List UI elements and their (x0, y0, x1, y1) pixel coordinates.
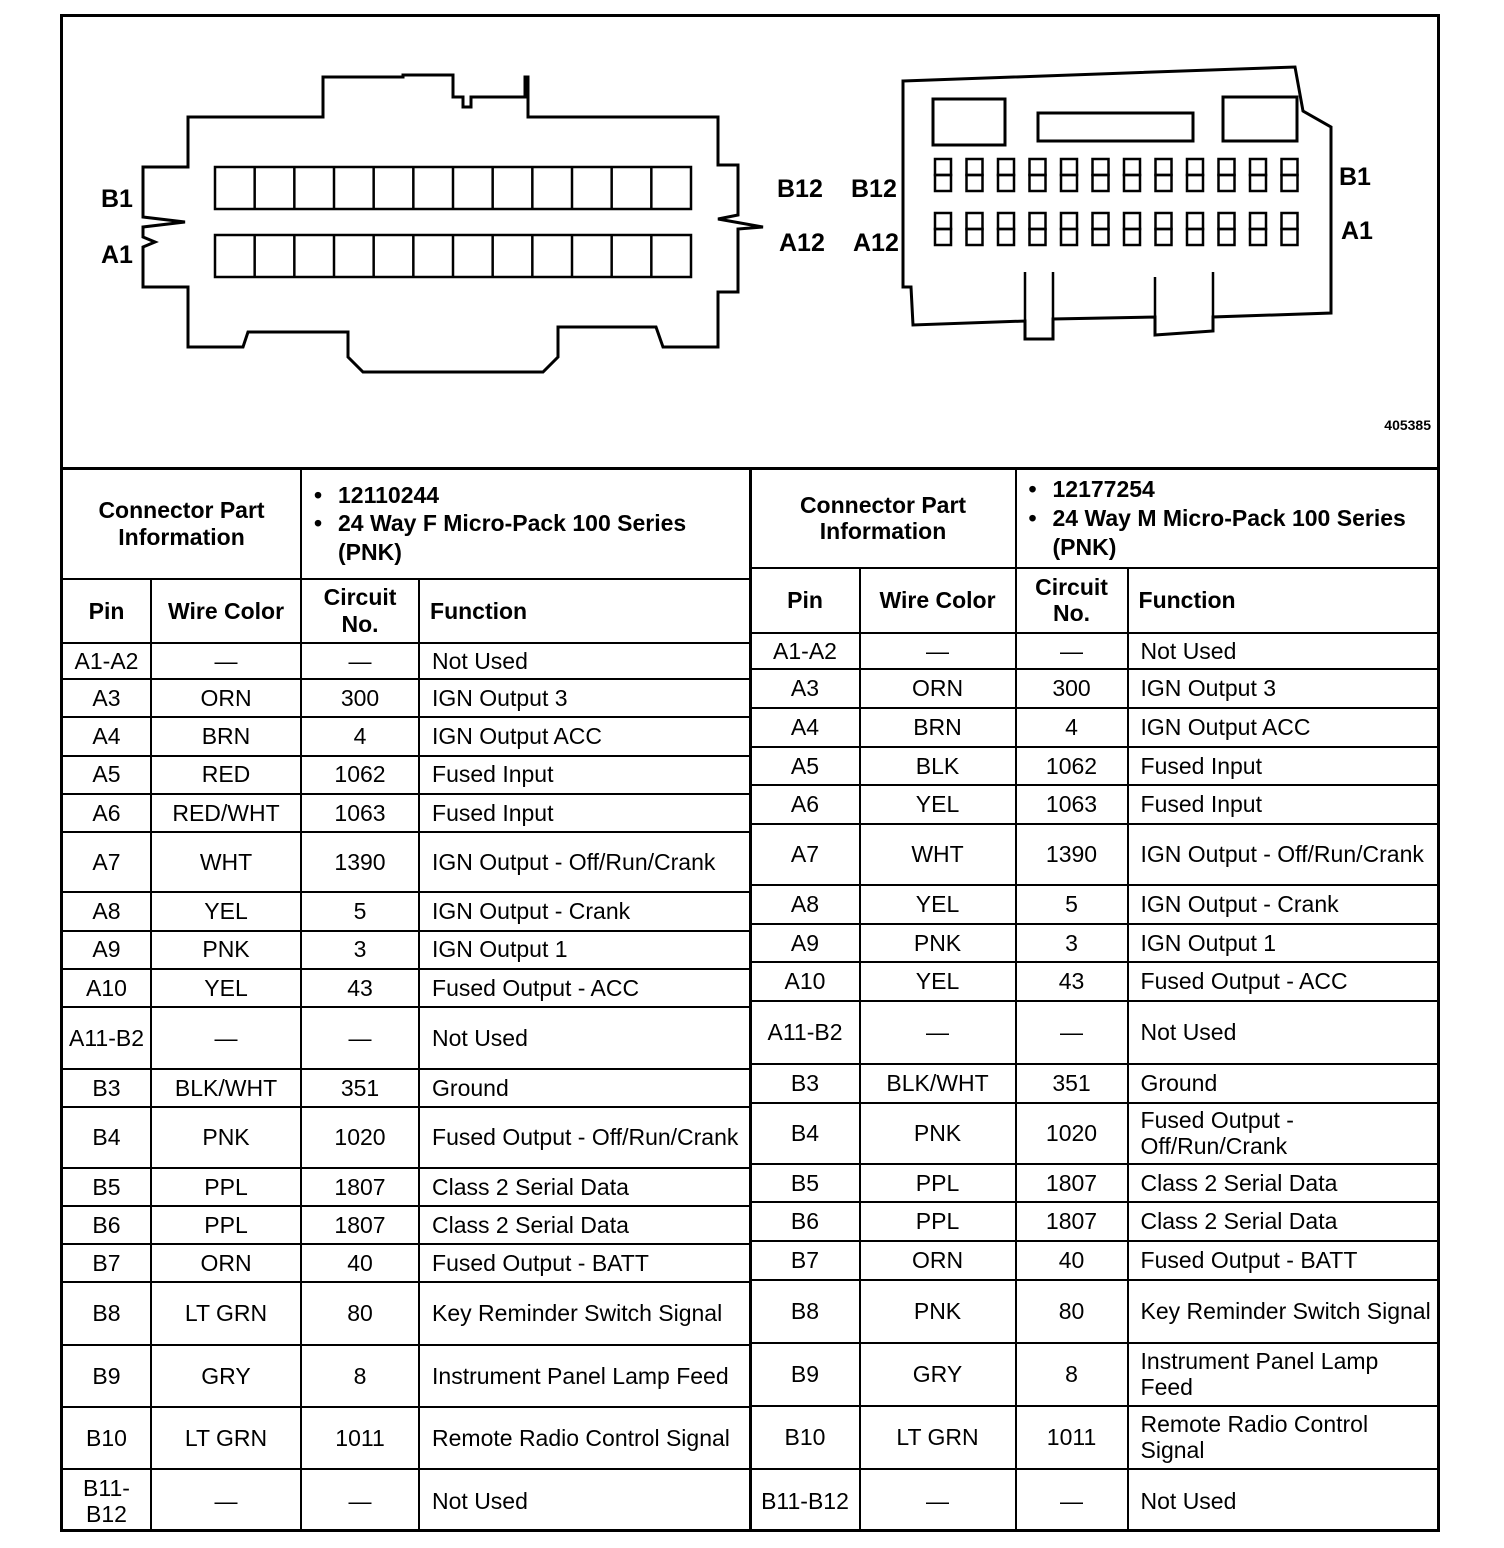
part-info (301, 470, 748, 579)
wire-color-cell: BLK/WHT (860, 1064, 1016, 1103)
male-pin-bottom (1030, 213, 1046, 245)
circuit-cell: 300 (1016, 669, 1128, 708)
header-wire-color: Wire Color (860, 568, 1016, 633)
circuit-cell: 80 (301, 1282, 419, 1344)
wire-color-cell: PNK (151, 931, 301, 969)
wire-color-cell: ORN (151, 1244, 301, 1282)
table-row (752, 747, 1438, 786)
pin-cell: A3 (63, 679, 151, 717)
table-row (752, 1469, 1438, 1532)
connector-sheet (60, 14, 1440, 1532)
pin-cell: A7 (752, 824, 860, 885)
header-function: Function (1128, 568, 1437, 633)
pin-cell: A10 (63, 969, 151, 1007)
pin-cell: B3 (752, 1064, 860, 1103)
circuit-cell: 1807 (1016, 1202, 1128, 1241)
wire-color-cell: LT GRN (151, 1407, 301, 1469)
male-pin-top (1093, 159, 1109, 191)
female-pin-label-b1: B1 (101, 185, 133, 213)
circuit-cell: 40 (301, 1244, 419, 1282)
function-cell: Fused Output - Off/Run/Crank (1128, 1103, 1437, 1164)
circuit-cell: — (301, 1469, 419, 1532)
circuit-cell: 43 (1016, 962, 1128, 1001)
function-cell: Ground (1128, 1064, 1437, 1103)
table-row (752, 633, 1438, 670)
circuit-cell: 1807 (301, 1206, 419, 1244)
male-pin-label-b12: B12 (851, 175, 897, 203)
wire-color-cell: BLK (860, 747, 1016, 786)
male-pin-top (935, 159, 951, 191)
table-row (63, 679, 749, 717)
female-connector-outline (143, 75, 763, 372)
circuit-cell: 1063 (1016, 785, 1128, 824)
part-description: • 24 Way F Micro-Pack 100 Series (PNK) (338, 509, 744, 567)
function-cell: IGN Output 1 (419, 931, 748, 969)
pinout-tables (63, 467, 1437, 1532)
function-cell: Fused Input (1128, 747, 1437, 786)
female-connector-table (63, 470, 749, 1532)
male-pin-bottom (1156, 213, 1172, 245)
function-cell: IGN Output - Off/Run/Crank (1128, 824, 1437, 885)
table-row (63, 931, 749, 969)
figure-id: 405385 (1384, 417, 1431, 433)
table-row (63, 717, 749, 755)
function-cell: Fused Input (419, 756, 748, 794)
female-pin-label-b12: B12 (777, 175, 823, 203)
table-row (63, 892, 749, 930)
male-pin-bottom (1061, 213, 1077, 245)
male-top-slot-left (933, 99, 1005, 145)
pin-cell: B8 (752, 1280, 860, 1343)
table-row (63, 832, 749, 892)
circuit-cell: 1020 (1016, 1103, 1128, 1164)
pin-cell: B10 (752, 1406, 860, 1469)
circuit-cell: 1807 (301, 1168, 419, 1206)
circuit-cell: 1062 (1016, 747, 1128, 786)
table-row (63, 794, 749, 832)
wire-color-cell: PNK (151, 1107, 301, 1167)
function-cell: Not Used (1128, 1001, 1437, 1064)
table-row (752, 824, 1438, 885)
male-pin-bottom (1124, 213, 1140, 245)
function-cell: Instrument Panel Lamp Feed (419, 1345, 748, 1407)
table-row (63, 1469, 749, 1532)
male-pin-array (935, 159, 1298, 245)
wire-color-cell: GRY (151, 1345, 301, 1407)
wire-color-cell: YEL (151, 892, 301, 930)
circuit-cell: 80 (1016, 1280, 1128, 1343)
part-number: • 12177254 (1053, 475, 1433, 504)
function-cell: Class 2 Serial Data (419, 1206, 748, 1244)
function-cell: Key Reminder Switch Signal (419, 1282, 748, 1344)
pin-cell: A8 (752, 885, 860, 924)
male-pin-bottom (1282, 213, 1298, 245)
function-cell: IGN Output ACC (419, 717, 748, 755)
function-cell: Not Used (1128, 1469, 1437, 1532)
wire-color-cell: RED (151, 756, 301, 794)
male-pin-label-a12: A12 (853, 229, 899, 257)
table-row (63, 756, 749, 794)
circuit-cell: 1390 (301, 832, 419, 892)
function-cell: Key Reminder Switch Signal (1128, 1280, 1437, 1343)
pin-cell: A9 (63, 931, 151, 969)
pin-cell: B10 (63, 1407, 151, 1469)
pin-cell: A1-A2 (63, 643, 151, 679)
wire-color-cell: LT GRN (151, 1282, 301, 1344)
pin-cell: B9 (752, 1343, 860, 1406)
male-pin-top (1124, 159, 1140, 191)
table-row (752, 669, 1438, 708)
table-row (63, 1206, 749, 1244)
pin-cell: A5 (752, 747, 860, 786)
function-cell: IGN Output - Crank (419, 892, 748, 930)
table-row (752, 1064, 1438, 1103)
male-pin-label-a1: A1 (1341, 217, 1373, 245)
table-row (752, 1406, 1438, 1469)
circuit-cell: 5 (1016, 885, 1128, 924)
pin-cell: B3 (63, 1069, 151, 1107)
male-pin-top (1061, 159, 1077, 191)
function-cell: Fused Output - Off/Run/Crank (419, 1107, 748, 1167)
circuit-cell: — (301, 1007, 419, 1069)
header-function: Function (419, 579, 748, 643)
header-circuit: Circuit No. (301, 579, 419, 643)
function-cell: Not Used (1128, 633, 1437, 670)
part-info-label: Connector Part Information (752, 470, 1016, 568)
wire-color-cell: PNK (860, 924, 1016, 963)
circuit-cell: 1062 (301, 756, 419, 794)
function-cell: Class 2 Serial Data (1128, 1202, 1437, 1241)
header-circuit: Circuit No. (1016, 568, 1128, 633)
pin-cell: A11-B2 (63, 1007, 151, 1069)
table-row (63, 1345, 749, 1407)
wire-color-cell: YEL (860, 885, 1016, 924)
pin-cell: B6 (63, 1206, 151, 1244)
pin-cell: A5 (63, 756, 151, 794)
connector-diagram (63, 17, 1437, 469)
wire-color-cell: — (151, 1469, 301, 1532)
circuit-cell: 40 (1016, 1241, 1128, 1280)
male-pin-label-b1: B1 (1339, 163, 1371, 191)
function-cell: Fused Output - ACC (419, 969, 748, 1007)
function-cell: IGN Output 1 (1128, 924, 1437, 963)
circuit-cell: 1011 (1016, 1406, 1128, 1469)
wire-color-cell: WHT (860, 824, 1016, 885)
pin-cell: B4 (63, 1107, 151, 1167)
pin-cell: A10 (752, 962, 860, 1001)
pin-cell: A7 (63, 832, 151, 892)
function-cell: Not Used (419, 1007, 748, 1069)
pin-cell: B7 (63, 1244, 151, 1282)
table-row (752, 1001, 1438, 1064)
wire-color-cell: ORN (151, 679, 301, 717)
circuit-cell: — (301, 643, 419, 679)
male-pin-top (1219, 159, 1235, 191)
male-pin-top (967, 159, 983, 191)
circuit-cell: 43 (301, 969, 419, 1007)
male-pin-top (1156, 159, 1172, 191)
pin-cell: B5 (63, 1168, 151, 1206)
pin-cell: B6 (752, 1202, 860, 1241)
table-row (752, 785, 1438, 824)
pin-cell: A9 (752, 924, 860, 963)
wire-color-cell: YEL (860, 785, 1016, 824)
female-pin-label-a1: A1 (101, 241, 133, 269)
function-cell: Instrument Panel Lamp Feed (1128, 1343, 1437, 1406)
circuit-cell: 3 (301, 931, 419, 969)
circuit-cell: 1807 (1016, 1164, 1128, 1203)
function-cell: Fused Output - BATT (1128, 1241, 1437, 1280)
pin-cell: B7 (752, 1241, 860, 1280)
function-cell: IGN Output ACC (1128, 708, 1437, 747)
function-cell: IGN Output 3 (419, 679, 748, 717)
circuit-cell: — (1016, 1001, 1128, 1064)
table-row (752, 885, 1438, 924)
wire-color-cell: LT GRN (860, 1406, 1016, 1469)
pin-cell: A11-B2 (752, 1001, 860, 1064)
wire-color-cell: YEL (151, 969, 301, 1007)
table-row (752, 1280, 1438, 1343)
male-pin-top (1030, 159, 1046, 191)
part-info (1016, 470, 1437, 568)
circuit-cell: 1390 (1016, 824, 1128, 885)
function-cell: Ground (419, 1069, 748, 1107)
circuit-cell: 3 (1016, 924, 1128, 963)
male-pin-bottom (1219, 213, 1235, 245)
male-pin-top (1282, 159, 1298, 191)
pin-cell: B11-B12 (63, 1469, 151, 1532)
table-row (63, 1282, 749, 1344)
table-row (752, 1202, 1438, 1241)
circuit-cell: 1011 (301, 1407, 419, 1469)
table-row (63, 969, 749, 1007)
table-row (752, 708, 1438, 747)
table-row (63, 1069, 749, 1107)
wire-color-cell: — (860, 633, 1016, 670)
wire-color-cell: BRN (151, 717, 301, 755)
table-row (752, 962, 1438, 1001)
header-pin: Pin (63, 579, 151, 643)
wire-color-cell: WHT (151, 832, 301, 892)
pin-cell: A6 (752, 785, 860, 824)
wire-color-cell: — (860, 1469, 1016, 1532)
circuit-cell: — (1016, 1469, 1128, 1532)
function-cell: Class 2 Serial Data (419, 1168, 748, 1206)
wire-color-cell: PNK (860, 1280, 1016, 1343)
wire-color-cell: — (151, 1007, 301, 1069)
function-cell: Fused Input (419, 794, 748, 832)
table-row (63, 643, 749, 679)
male-top-slot-center (1038, 113, 1193, 141)
table-row (63, 1244, 749, 1282)
table-row (752, 924, 1438, 963)
wire-color-cell: BRN (860, 708, 1016, 747)
pin-cell: A4 (63, 717, 151, 755)
wire-color-cell: ORN (860, 669, 1016, 708)
wire-color-cell: BLK/WHT (151, 1069, 301, 1107)
wire-color-cell: ORN (860, 1241, 1016, 1280)
part-number: • 12110244 (338, 481, 744, 510)
wire-color-cell: PPL (860, 1164, 1016, 1203)
wire-color-cell: PNK (860, 1103, 1016, 1164)
pin-cell: B5 (752, 1164, 860, 1203)
pin-cell: A8 (63, 892, 151, 930)
circuit-cell: 4 (301, 717, 419, 755)
function-cell: Fused Output - BATT (419, 1244, 748, 1282)
wire-color-cell: PPL (860, 1202, 1016, 1241)
pin-cell: A4 (752, 708, 860, 747)
wire-color-cell: PPL (151, 1168, 301, 1206)
wire-color-cell: YEL (860, 962, 1016, 1001)
pin-cell: A6 (63, 794, 151, 832)
table-row (752, 1343, 1438, 1406)
male-pin-bottom (935, 213, 951, 245)
function-cell: Class 2 Serial Data (1128, 1164, 1437, 1203)
pin-cell: B4 (752, 1103, 860, 1164)
pin-cell: B8 (63, 1282, 151, 1344)
circuit-cell: 1063 (301, 794, 419, 832)
male-pin-bottom (1250, 213, 1266, 245)
circuit-cell: 5 (301, 892, 419, 930)
function-cell: Not Used (419, 1469, 748, 1532)
part-info-label: Connector Part Information (63, 470, 301, 579)
function-cell: Fused Output - ACC (1128, 962, 1437, 1001)
circuit-cell: 351 (301, 1069, 419, 1107)
function-cell: IGN Output 3 (1128, 669, 1437, 708)
circuit-cell: 4 (1016, 708, 1128, 747)
table-row (63, 1007, 749, 1069)
function-cell: IGN Output - Crank (1128, 885, 1437, 924)
wire-color-cell: GRY (860, 1343, 1016, 1406)
circuit-cell: 1020 (301, 1107, 419, 1167)
wire-color-cell: — (860, 1001, 1016, 1064)
circuit-cell: 300 (301, 679, 419, 717)
circuit-cell: 8 (1016, 1343, 1128, 1406)
table-row (752, 1241, 1438, 1280)
connector-drawing (63, 17, 1437, 469)
function-cell: IGN Output - Off/Run/Crank (419, 832, 748, 892)
function-cell: Not Used (419, 643, 748, 679)
wire-color-cell: PPL (151, 1206, 301, 1244)
pin-cell: B9 (63, 1345, 151, 1407)
function-cell: Fused Input (1128, 785, 1437, 824)
male-connector-outline (903, 67, 1331, 339)
male-pin-top (1187, 159, 1203, 191)
pin-cell: A1-A2 (752, 633, 860, 670)
function-cell: Remote Radio Control Signal (419, 1407, 748, 1469)
part-description: • 24 Way M Micro-Pack 100 Series (PNK) (1053, 504, 1433, 562)
wire-color-cell: — (151, 643, 301, 679)
table-row (752, 1103, 1438, 1164)
function-cell: Remote Radio Control Signal (1128, 1406, 1437, 1469)
circuit-cell: — (1016, 633, 1128, 670)
header-wire-color: Wire Color (151, 579, 301, 643)
male-pin-bottom (1093, 213, 1109, 245)
table-row (63, 1107, 749, 1167)
male-pin-top (998, 159, 1014, 191)
male-top-slot-right (1223, 97, 1297, 141)
wire-color-cell: RED/WHT (151, 794, 301, 832)
header-pin: Pin (752, 568, 860, 633)
pin-cell: B11-B12 (752, 1469, 860, 1532)
table-row (63, 1407, 749, 1469)
table-row (752, 1164, 1438, 1203)
male-pin-bottom (967, 213, 983, 245)
male-connector-table (749, 470, 1438, 1532)
male-pin-top (1250, 159, 1266, 191)
pin-cell: A3 (752, 669, 860, 708)
female-pin-label-a12: A12 (779, 229, 825, 257)
male-pin-bottom (1187, 213, 1203, 245)
circuit-cell: 351 (1016, 1064, 1128, 1103)
circuit-cell: 8 (301, 1345, 419, 1407)
table-row (63, 1168, 749, 1206)
male-pin-bottom (998, 213, 1014, 245)
